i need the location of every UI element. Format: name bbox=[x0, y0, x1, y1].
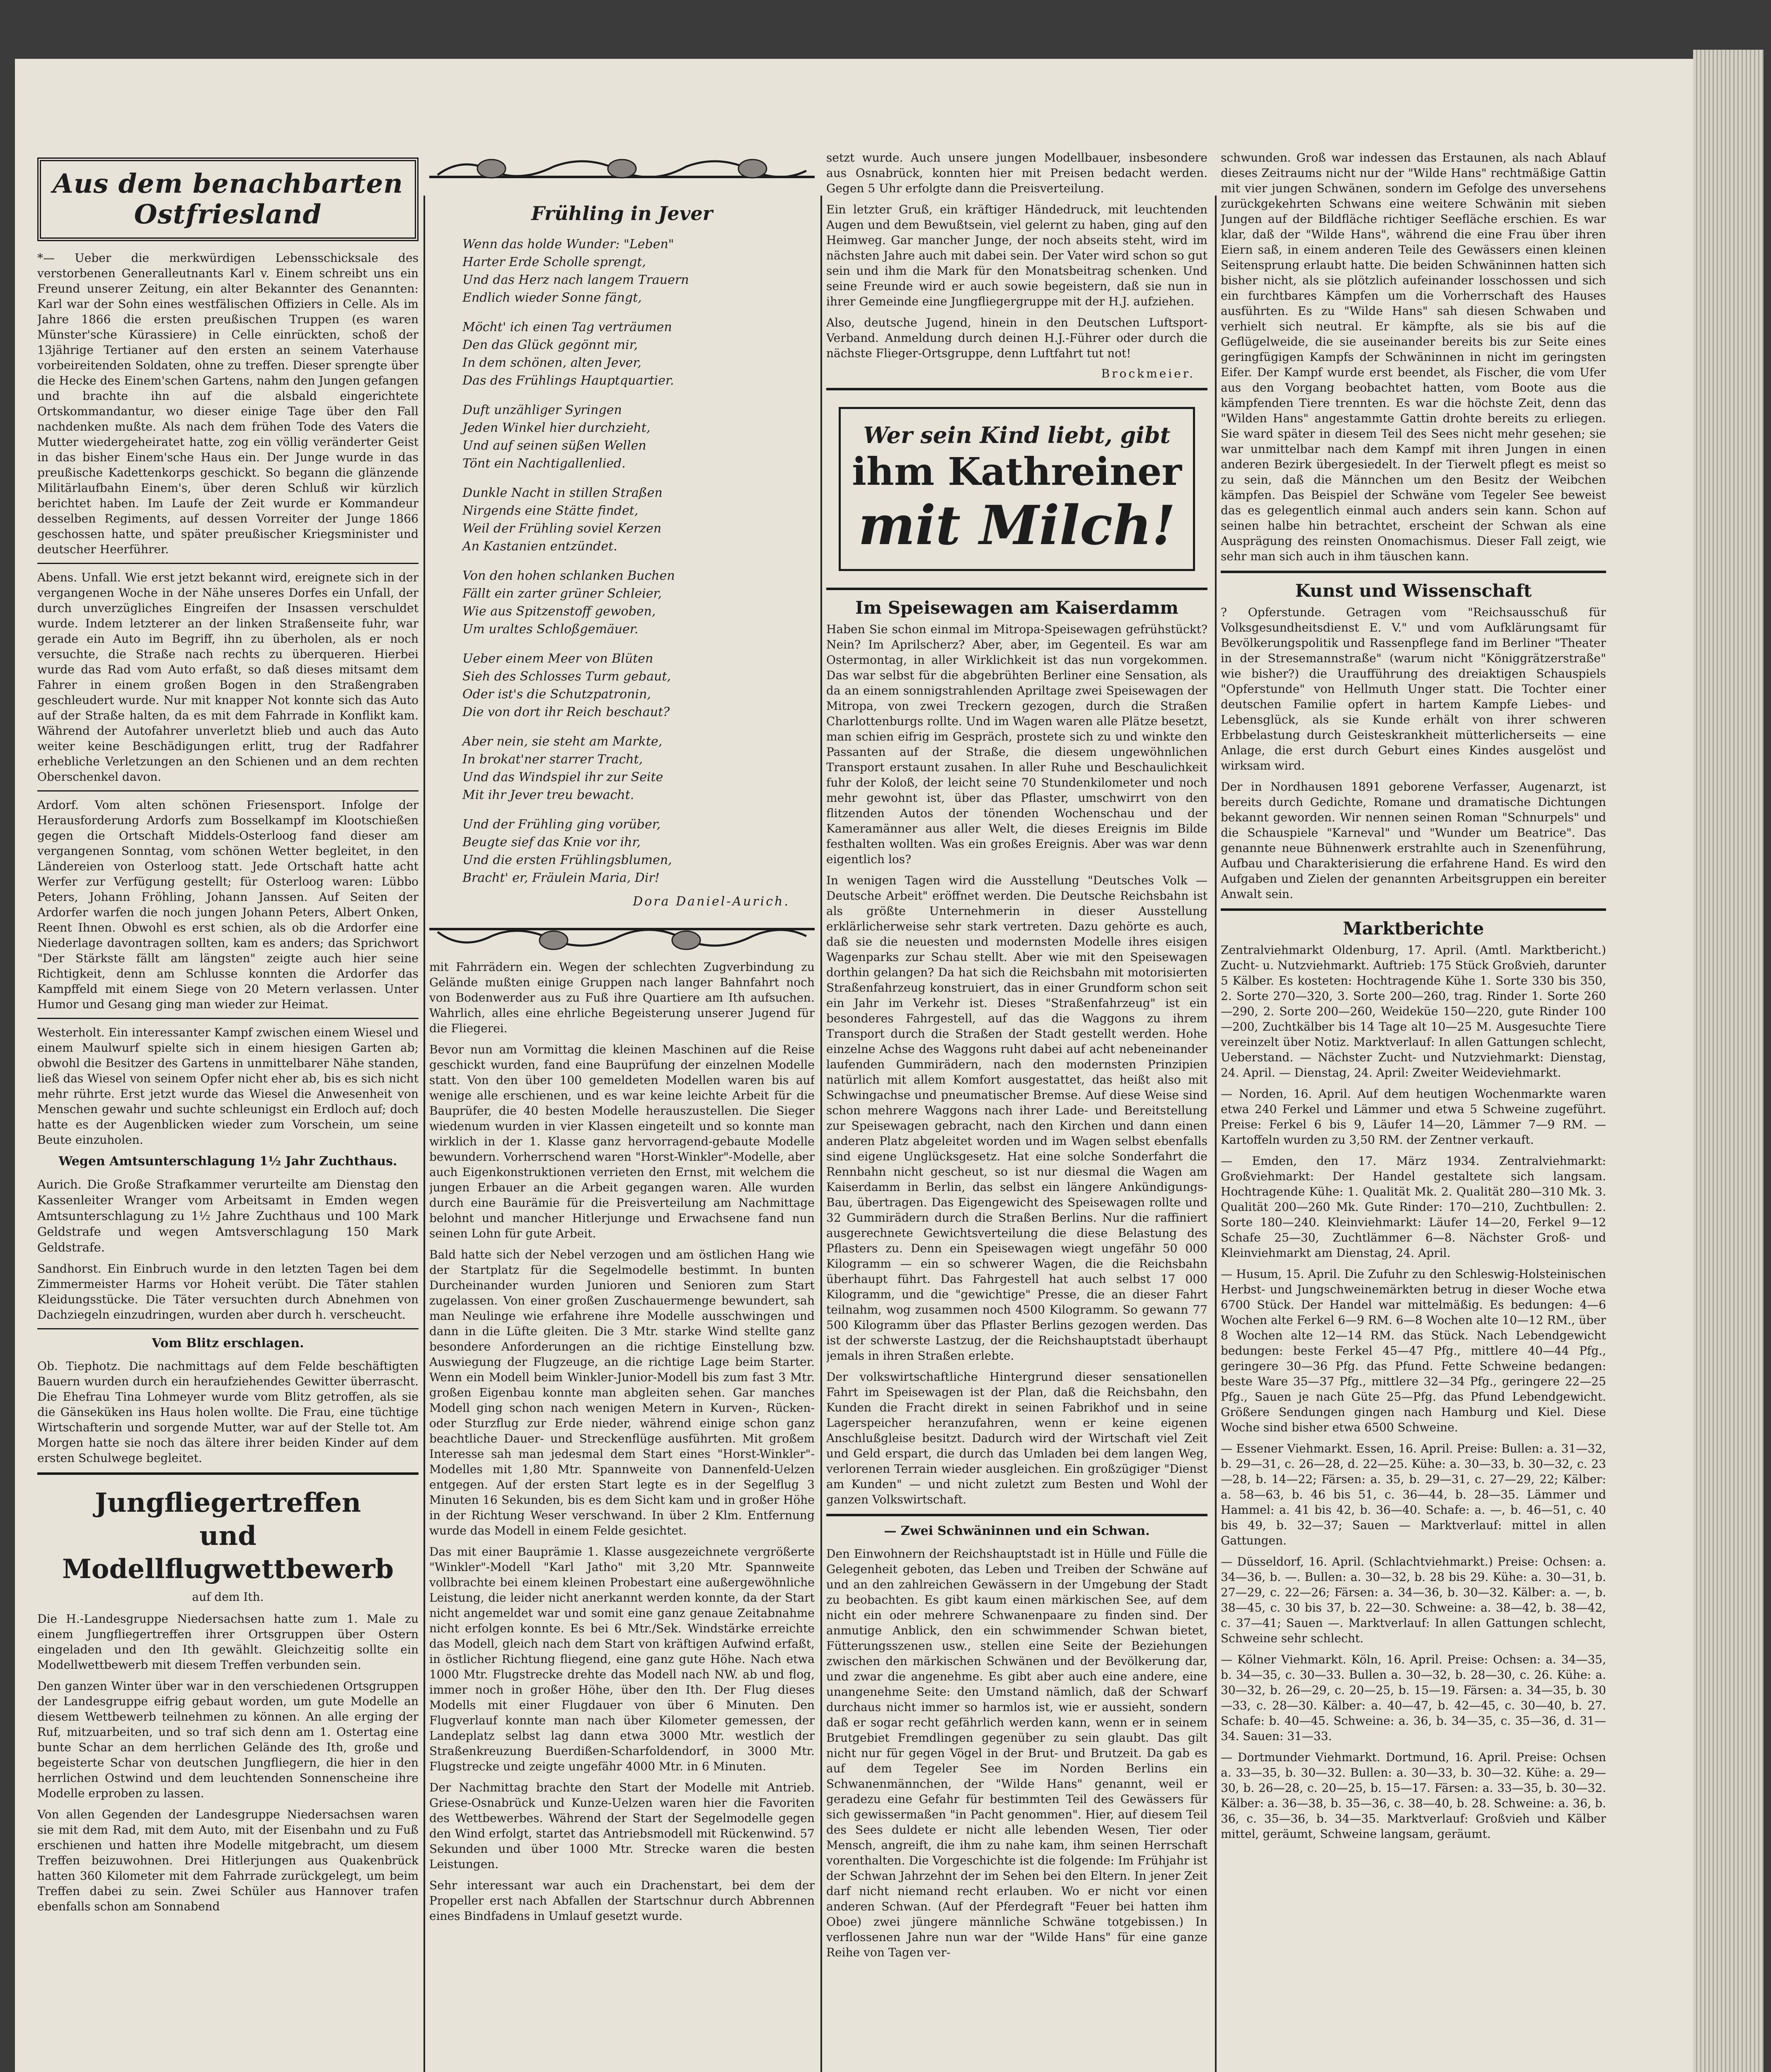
divider bbox=[37, 563, 419, 564]
poem-stanza bbox=[462, 650, 815, 721]
divider-thick bbox=[1221, 908, 1606, 911]
article-jungflieger-1: Die H.-Landesgruppe Niedersachsen hatte zum 1. Male zu einem Jungfliegertreffen ihrer Ortsgruppen über Ostern eingeladen und den Ith gewählt. Gleichzeitig sollte ein Modellwettbewerb mit diesem Treffen verbunden sein. bbox=[37, 1612, 419, 1672]
column-1 bbox=[37, 150, 419, 2072]
headline-speisewagen: Im Speisewagen am Kaiserdamm bbox=[855, 598, 1178, 618]
headline-line-1: Jungfliegertreffen bbox=[94, 1487, 361, 1518]
market-norden: — Norden, 16. April. Auf dem heutigen Wochenmarkte waren etwa 240 Ferkel und Lämmer und etwa 5 Schweine zugeführt. Preise: Ferkel 6 bis 9, Läufer 14—20, Lämmer 7—9 RM. — Kartoffeln wurden zu 3,50 RM. der Zentner verkauft. bbox=[1221, 1087, 1606, 1147]
divider bbox=[37, 1328, 419, 1329]
poem-line: Und der Frühling ging vorüber, bbox=[462, 817, 661, 832]
article-continued-7: setzt wurde. Auch unsere jungen Modellbauer, insbesondere aus Osnabrück, konnten hier mit Preisen bedacht werden. Gegen 5 Uhr erfolgte dann die Preisverteilung. bbox=[826, 151, 1207, 195]
poem-line: Fällt ein zarter grüner Schleier, bbox=[462, 586, 662, 601]
poem-line: Weil der Frühling soviel Kerzen bbox=[462, 521, 662, 536]
poem-stanza bbox=[462, 401, 815, 472]
poem-stanza bbox=[462, 567, 815, 638]
author-signature: Brockmeier. bbox=[1101, 367, 1195, 380]
poem-line: An Kastanien entzündet. bbox=[462, 539, 617, 554]
headline-marktberichte: Marktberichte bbox=[1343, 918, 1484, 939]
newspaper-page bbox=[15, 59, 1693, 2072]
article-schwaene: Den Einwohnern der Reichshauptstadt ist in Hülle und Fülle die Gelegenheit geboten, das Leben und Treiben der Schwäne auf und an den zahlreichen Gewässern in der Umgebung der Stadt zu beobachten. Es gibt kaum einen märkischen See, auf dem nicht ein oder mehrere Schwanenpaare zu finden sind. Der anmutige Anblick, den ein schwimmender Schwan bietet, Fütterungsszenen usw., stellen eine Seite der Beziehungen zwischen den märkischen Schwänen und der Bevölkerung dar, und zwar die angenehme. Es gibt aber auch eine andere, eine unangenehme Seite: den Umstand nämlich, daß der Schwarf durchaus nicht immer so harmlos ist, wie er aussieht, sondern daß er sogar recht gefährlich werden kann, wenn er in seinem Brutgebiet Fremdlingen gegenüber zu sein glaubt. Das gilt nicht nur für gegen Vögel in der Brut- und Brutzeit. Da gab es auf dem Tegeler See im Norden Berlins ein Schwanenmännchen, der "Wilde Hans" genannt, weil er geradezu eine Gefahr für bestimmten Teil des Gewässers für sich gewissermaßen "in Pacht genommen". Hier, auf diesem Teil des Sees duldete er nicht alle lebenden Wesen, Tier oder Mensch, angreift, die ihm zu nahe kam, ihm seinen Herrschaft vorenthalten. Die Vorgeschichte ist die folgende: Im Frühjahr ist der Schwan Jahrzehnt der im Sehen bei den Eltern. In jener Zeit darf nicht niemand recht erlauben. Wo er nicht vor einen anderen Schwan. (Auf der Pferdegraft "Feuer bei hatten ihm Oboe) zwei jüngere männliche Schwäne totgebissen.) In verflossenen Jahre nun war der "Wilde Hans" für eine ganze Reihe von Tagen ver- bbox=[826, 1547, 1207, 1959]
poem-line: Aber nein, sie steht am Markte, bbox=[462, 734, 663, 749]
divider-thick bbox=[1221, 571, 1606, 573]
article-continued-1: mit Fahrrädern ein. Wegen der schlechten Zugverbindung zu Gelände mußten einige Gruppen nach langer Bahnfahrt noch von Bodenwerder aus zu Fuß ihre Quartiere am Ith aufsuchen. Wahrlich, alles eine ehrliche Begeisterung unserer Jugend für die Fliegerei. bbox=[429, 960, 815, 1035]
poem-line: Harter Erde Scholle sprengt, bbox=[462, 255, 646, 269]
article-verfasser: Der in Nordhausen 1891 geborene Verfasser, Augenarzt, ist bereits durch Gedichte, Romane und dramatische Dichtungen bekannt geworden. Wir nennen seinen Roman "Schnurpels" und die Schauspiele "Karneval" und "Wunder um Beatrice". Das genannte neue Bühnenwerk erstrahlte auch in Szenenführung, Aufbau und Charakterisierung die erfahrene Hand. Es wird den Aufgaben und Zielen der genannten Arbeitsgruppen ein bereiter Anwalt sein. bbox=[1221, 780, 1606, 901]
headline-blitz: Vom Blitz erschlagen. bbox=[152, 1336, 304, 1351]
poem-line: Wenn das holde Wunder: "Leben" bbox=[462, 237, 674, 252]
article-continued-5: Der Nachmittag brachte den Start der Modelle mit Antrieb. Griese-Osnabrück und Kunze-Uelzen waren hier die Favoriten des Wettbewerbes. Während der Start der Segelmodelle gegen den Wind erfolgt, startet das Antriebsmodell mit Rückenwind. 57 Sekunden und über 1000 Mtr. Strecke waren die besten Leistungen. bbox=[429, 1781, 815, 1871]
poem-line: Von den hohen schlanken Buchen bbox=[462, 569, 675, 583]
poem-line: Und das Herz nach langem Trauern bbox=[462, 273, 689, 287]
divider-thick bbox=[826, 588, 1207, 590]
divider-thick bbox=[826, 1514, 1207, 1516]
article-speisewagen-2: In wenigen Tagen wird die Ausstellung "Deutsches Volk — Deutsche Arbeit" eröffnet werden. Die Deutsche Reichsbahn ist als größte Unternehmerin in dieser Ausstellung erklärlicherweise sehr stark vertreten. Dazu gehörte es auch, daß sie die neuesten und modernsten Modelle ihres eisigen Wagenparks zur Schau stellt. Aber wie mit den Speisewagen dorthin gelangen? Da hat sich die Reichsbahn mit motorisierten Straßenfahrzeug konstruiert, das in einer Grundform schon seit ein Jahr im Verkehr ist. Dieses "Straßenfahrzeug" ist ein besonderes Fahrgestell, auf das die Waggons zu ihrem Transport durch die Straßen der Stadt gestellt werden. Hohe einzelne Achse des Waggons ruht dabei auf acht nebeneinander laufenden Gummirädern, nach den modernsten Prinzipien natürlich mit allem Komfort ausgestattet, das heißt also mit Schwingachse und pneumatischer Bremse. Auf diese Weise sind schon mehrere Waggons nach ihrer Lade- und Bereitstellung zur Speisewagen gebracht, nach den Kirchen und dann einen anderen Platz abgeleitet worden und im Wagen selbst ebenfalls sind eigene Unglücksgesetz. Hat eine solche Sonderfahrt die Rennbahn nicht gescheut, so ist nur diesmal die Wagen am Kaiserdamm in Berlin, das selbst ein längere Ankündigungs-Bau, übertragen. Das Eigengewicht des Speisewagen rollte und 32 Gummirädern durch die Straßen Berlins. Nur die raffiniert ausgerechnete Gewichtsverteilung die diese Belastung des Pflasters zu. Denn ein Speisewagen wiegt ungefähr 50 000 Kilogramm — ein so schwerer Wagen, die die Reichsbahn überhaupt führt. Das Fahrgestell hat auch selbst 17 000 Kilogramm, und die "gewichtige" Presse, die an dieser Fahrt teilnahm, wog zusammen noch 4500 Kilogramm. So gewann 77 500 Kilogramm über das Pflaster Berlins gezogen werden. Das ist der schwerste Lastzug, der die Reichshauptstadt überhaupt jemals in ihren Straßen erlebte. bbox=[826, 874, 1207, 1363]
book-page-edges bbox=[1693, 50, 1764, 2072]
poem-stanza bbox=[462, 733, 815, 804]
headline-kunst: Kunst und Wissenschaft bbox=[1295, 581, 1532, 601]
poem-line: Ueber einem Meer von Blüten bbox=[462, 651, 653, 666]
poem-line: Sieh des Schlosses Turm gebaut, bbox=[462, 669, 671, 684]
article-schwaene-continued: schwunden. Groß war indessen das Erstaunen, als nach Ablauf dieses Zeitraums nicht nur der "Wilde Hans" rechtmäßige Gattin mit vier jungen Schwänen, sondern im Gefolge des unversehens zurückgekehrten Schwans eine weitere Schwänin mit sieben Jungen auf der Bildfläche richtiger Seefläche erschien. Es war klar, daß der "Wilde Hans", während die eine Frau über ihren Eiern saß, in einem anderen Teile des Gewässers einen kleinen Seitensprung erlaubt hatte. Die beiden Schwäninnen hatten sich bisher nicht, als sie plötzlich aufeinander losschossen und sich ein furchtbares Kämpfen um die Vorherrschaft des Hauses ausführten. Es zu "Wilde Hans" sah diesen Schwaben und verhielt sich neutral. Er kämpfte, als sie bis auf die Geflügelweide, die sie auseinander bereits bis zur Seite eines geringfügigen Kampfs der Schwäninnen in nicht im geringsten Eifer. Der Kampf wurde erst beendet, als Fischer, die vom Ufer aus den Vorgang beobachtet hatten, vom Boote aus die kämpfenden Tiere trennten. Es war die höchste Zeit, denn das "Wilden Hans" angestammte Gattin drohte bereits zu erliegen. Sie ward später in diesem Teil des Sees nicht mehr gesehen; sie war unmittelbar nach dem Kampf mit ihren Jungen in einen anderen Bezirk übergesiedelt. In der Tierwelt pflegt es meist so zu sein, daß die Männchen um den Besitz der Weibchen kämpfen. Das Beispiel der Schwäne vom Tegeler See beweist das es gelegentlich einmal auch anders sein kann. Schon auf seinen halbe hin betrachtet, erscheint der Schwan als eine Ausprägung des reinsten Onomachismus. Dieser Fall zeigt, wie sehr man sich auch in ihm täuschen kann. bbox=[1221, 151, 1606, 563]
poem-line: In brokat'ner starrer Tracht, bbox=[462, 752, 643, 767]
poem-author: Dora Daniel-Aurich. bbox=[633, 894, 790, 909]
headline-amtsunterschlagung: Wegen Amtsunterschlagung 1½ Jahr Zuchthaus. bbox=[58, 1154, 397, 1169]
poem-stanza bbox=[462, 318, 815, 390]
poem-line: Und das Windspiel ihr zur Seite bbox=[462, 770, 663, 784]
article-einem: *— Ueber die merkwürdigen Lebensschicksale des verstorbenen Generalleutnants Karl v. Einem schreibt uns ein Freund unserer Zeitung, ein alter Bekannter des Genannten: Karl war der Sohn eines westfälischen Offiziers in Celle. Als im Jahre 1866 die ersten preußischen Truppen (es waren Münster'sche Kürassiere) in Celle einrückten, schoß der 13jährige Tertianer auf den ersten an seinem Vaterhause vorbeireitenden Soldaten, ohne zu treffen. Dieser sprengte über die Hecke des Einem'schen Gartens, nahm den Jungen gefangen und brachte ihn auf die alsbald eingerichtete Ortskommandantur, wo dieser einige Tage über den Fall nachdenken mußte. Als nach dem frühen Tode des Vaters die Mutter wiedergeheiratet hatte, zog ein völlig veränderter Geist in das bisher Einem'sche Haus ein. Der Junge wurde in das preußische Kadettenkorps geschickt. So begann die glänzende Militärlaufbahn Einem's, über deren Schluß wir kürzlich berichtet haben. Im Laufe der Zeit wurde er Kommandeur desselben Regiments, auf dessen Vorreiter der Junge 1866 geschossen hatte, und später preußischer Kriegsminister und deutscher Heerführer. bbox=[37, 251, 419, 556]
column-4 bbox=[1221, 150, 1606, 2072]
market-essen: — Essener Viehmarkt. Essen, 16. April. Preise: Bullen: a. 31—32, b. 29—31, c. 26—28, d. 22—25. Kühe: a. 30—33, b. 30—32, c. 23—28, b. 14—22; Färsen: a. 35, b. 29—31, c. 27—29, 22; Kälber: a. 58—63, b. 46 bis 51, c. 36—44, b. 28—35. Lämmer und Hammel: a. 41 bis 42, b. 36—40. Schafe: a. —, b. 46—51, c. 40 bis 49, b. 32—37; Sauen — Marktverlauf: mittel in allen Gattungen. bbox=[1221, 1442, 1606, 1547]
article-continued-8: Ein letzter Gruß, ein kräftiger Händedruck, mit leuchtenden Augen und dem Bewußtsein, viel gelernt zu haben, ging auf den Heimweg. Gar mancher Junge, der noch abseits steht, wird im nächsten Jahre auch mit dabei sein. Der Vater wird schon so gut sein und ihm die Mark für den Monatsbeitrag schenken. Und seine Freunde wird er auch sowie begeistern, daß sie nun in ihrer Gemeinde eine Jungfliegergruppe mit der H.J. aufziehen. bbox=[826, 203, 1207, 308]
market-koeln: — Kölner Viehmarkt. Köln, 16. April. Preise: Ochsen: a. 34—35, b. 34—35, c. 30—33. Bullen a. 30—32, b. 28—30, c. 26. Kühe: a. 30—32, b. 26—29, c. 20—25, b. 15—19. Färsen: a. 34—35, b. 30—33, c. 28—30. Kälber: a. 40—47, b. 42—45, c. 30—40, b. 27. Schafe: b. 40—45. Schweine: a. 36, b. 34—35, c. 35—36, d. 31—34. Sauen: 31—33. bbox=[1221, 1653, 1606, 1743]
article-tiephotz: Ob. Tiephotz. Die nachmittags auf dem Felde beschäftigten Bauern wurden durch ein heraufziehendes Gewitter überrascht. Die Ehefrau Tina Lohmeyer wurde vom Blitz getroffen, als sie die Gänseküken ins Haus holen wollte. Die Frau, eine tüchtige Wirtschafterin und sorgende Mutter, war auf der Stelle tot. Am Morgen hatte sie noch das ältere ihrer beiden Kinder auf dem ersten Schulwege begleitet. bbox=[37, 1359, 419, 1465]
market-emden: — Emden, den 17. März 1934. Zentralviehmarkt: Großviehmarkt: Der Handel gestaltete sich langsam. Hochtragende Kühe: 1. Qualität Mk. 2. Qualität 280—310 Mk. 3. Qualität 200—260 Mk. Gute Rinder: 170—210, Zuchtbullen: 2. Sorte 180—240. Kleinviehmarkt: Läufer 14—20, Ferkel 9—12 Schafe 25—30, Zuchtlämmer 6—8. Nächster Groß- und Kleinviehmarkt am Dienstag, 24. April. bbox=[1221, 1154, 1606, 1260]
poem-stanza bbox=[462, 235, 815, 307]
column-3 bbox=[826, 150, 1207, 2072]
poem-line: Bracht' er, Fräulein Maria, Dir! bbox=[462, 871, 660, 885]
floral-ornament-bottom bbox=[429, 924, 815, 953]
article-abens: Abens. Unfall. Wie erst jetzt bekannt wird, ereignete sich in der vergangenen Woche in der Nähe unseres Dorfes ein Unfall, der durch unverzügliches Eingreifen der Insassen verschuldet wurde. Indem letzterer an der linken Straßenseite fuhr, war gerade ein Auto im Begriff, ihn zu überholen, als er noch versuchte, die Straße nach rechts zu überqueren. Hierbei wurde das Rad vom Auto erfaßt, so daß dieses mitsamt dem Fahrer in einem großen Bogen in den Straßengraben geschleudert wurde. Nur mit knapper Not konnte sich das Auto auf der Straße halten, da es mit dem Fahrrade in Konflikt kam. Während der Autofahrer unverletzt blieb und auch das Auto weiter keine Beschädigungen erlitt, trug der Radfahrer erhebliche Verletzungen an den Schienen und an dem rechten Oberschenkel davon. bbox=[37, 571, 419, 784]
article-aurich: Aurich. Die Große Strafkammer verurteilte am Dienstag den Kassenleiter Wranger vom Arbeitsamt in Emden wegen Amtsunterschlagung zu 1½ Jahre Zuchthaus und 100 Mark Geldstrafe und wegen Amtsverschlagung 150 Mark Geldstrafe. bbox=[37, 1177, 419, 1254]
poem-stanza bbox=[462, 484, 815, 555]
section-title-line-1: Aus dem benachbarten bbox=[53, 168, 403, 199]
market-duesseldorf: — Düsseldorf, 16. April. (Schlachtviehmarkt.) Preise: Ochsen: a. 34—36, b. —. Bullen: a. 30—32, b. 28 bis 29. Kühe: a. 30—31, b. 27—29, c. 22—26; Färsen: a. 34—36, b. 30—32. Kälber: a. —, b. 38—45, c. 30 bis 37, b. 22—30. Schweine: a. 38—42, b. 38—42, c. 37—41; Sauen —. Marktverlauf: In allen Gattungen schlecht, Schweine sehr schlecht. bbox=[1221, 1555, 1606, 1645]
divider bbox=[37, 1018, 419, 1019]
market-dortmund: — Dortmunder Viehmarkt. Dortmund, 16. April. Preise: Ochsen a. 33—35, b. 30—32. Bullen: a. 30—33, b. 30—32. Kühe: a. 29—30, b. 26—28, c. 20—25, b. 15—17. Färsen: a. 33—35, b. 30—32. Kälber: a. 36—38, b. 35—36, c. 38—40, b. 28. Schweine: a. 36, b. 36, c. 35—36, b. 34—35. Marktverlauf: Großvieh und Kälber mittel, geräumt, Schweine langsam, geräumt. bbox=[1221, 1750, 1606, 1841]
headline-line-2: und Modellflugwettbewerb bbox=[62, 1520, 394, 1585]
poem-line: Um uraltes Schloßgemäuer. bbox=[462, 622, 639, 637]
divider bbox=[37, 790, 419, 792]
kathreiner-advertisement bbox=[839, 407, 1195, 571]
ad-line-1: Wer sein Kind liebt, gibt bbox=[863, 422, 1171, 448]
poem-line: Möcht' ich einen Tag verträumen bbox=[462, 320, 672, 334]
poem-line: Den das Glück gegönnt mir, bbox=[462, 338, 638, 352]
article-jungflieger-2: Den ganzen Winter über war in den verschiedenen Ortsgruppen der Landesgruppe eifrig gebaut worden, um gute Modelle an diesem Wettbewerb teilnehmen zu können. An alle erging der Ruf, mitzuarbeiten, und so traf sich denn am 1. Ostertag eine bunte Schar an dem herrlichen Gelände des Ith, große und begeisterte Schar von deutschen Jungfliegern, die hier in den herrlichen Ostwind und dem leuchtenden Sonnenscheine ihre Modelle erproben zu lassen. bbox=[37, 1679, 419, 1800]
market-husum: — Husum, 15. April. Die Zufuhr zu den Schleswig-Holsteinischen Herbst- und Jungschweinemärkten betrug in dieser Woche etwa 6700 Stück. Der Handel war mittelmäßig. Es bedungen: 4—6 Wochen alte Ferkel 6—9 RM. 6—8 Wochen alte 10—12 RM., über 8 Wochen alte 12—14 RM. das Stück. Nach Lebendgewicht bedungen: beste Ferkel 45—47 Pfg., mittlere 40—44 Pfg., geringere 30—36 Pfg. das Pfund. Fette Schweine bedangen: beste Ware 35—37 Pfg., mittlere 32—34 Pfg., geringere 22—25 Pfg., Sauen je nach Güte 25—Pfg. das Pfund Lebendgewicht. Größere Sendungen gingen nach Hamburg und Kiel. Diese Woche sind bisher etwa 6500 Schweine. bbox=[1221, 1267, 1606, 1434]
poem-line: Dunkle Nacht in stillen Straßen bbox=[462, 486, 663, 500]
headline-schwaene: — Zwei Schwäninnen und ein Schwan. bbox=[884, 1524, 1150, 1538]
poem-line: Jeden Winkel hier durchzieht, bbox=[462, 421, 651, 435]
headline-jungflieger bbox=[37, 1486, 419, 1586]
poem-line: Das des Frühlings Hauptquartier. bbox=[462, 373, 674, 388]
article-continued-4: Das mit einer Bauprämie 1. Klasse ausgezeichnete vergrößerte "Winkler"-Modell "Karl Jatho" mit 3,20 Mtr. Spannweite vollbrachte bei einem kleinen Probestart eine außergewöhnliche Leistung, die leider nicht anerkannt werden konnte, da der Start nicht angemeldet war und somit eine ganz genaue Zeitabnahme nicht erfolgen konnte. Es bei 6 Mtr./Sek. Windstärke erreichte das Modell, gleich nach dem Start von kräftigen Aufwind erfaßt, in östlicher Richtung fliegend, eine ganz gute Höhe. Nach etwa 1000 Mtr. Flugstrecke drehte das Modell nach NW. ab und flog, immer noch in großer Höhe, über den Ith. Der Flug dieses Modells mit einer Flugdauer von über 6 Minuten. Den Flugverlauf konnte man nach über Kilometer gemessen, der Landeplatz selbst lag dann etwa 3000 Mtr. westlich der Straßenkreuzung Buerdißen-Scharfoldendorf, in 3000 Mtr. Flugstrecke und zeigte ungefähr 4000 Mtr. in 6 Minuten. bbox=[429, 1545, 815, 1773]
poem-title: Frühling in Jever bbox=[531, 202, 713, 225]
poem-line: Nirgends eine Stätte findet, bbox=[462, 503, 639, 518]
poem-line: Und auf seinen süßen Wellen bbox=[462, 438, 646, 453]
poem bbox=[429, 235, 815, 887]
article-continued-9: Also, deutsche Jugend, hinein in den Deutschen Luftsport-Verband. Anmeldung durch deinen H.J.-Führer oder durch die nächste Flieger-Ortsgruppe, denn Luftfahrt tut not! bbox=[826, 316, 1207, 360]
section-header-box bbox=[37, 157, 419, 241]
column-rule bbox=[1215, 196, 1217, 2072]
column-2 bbox=[429, 150, 815, 2072]
article-continued-2: Bevor nun am Vormittag die kleinen Maschinen auf die Reise geschickt wurden, fand eine Bauprüfung der einzelnen Modelle statt. Von den über 100 gemeldeten Modellen waren bis auf wenige alle erschienen, und es war keine leichte Arbeit für die Bauprüfer, die 40 besten Modelle herauszustellen. Die Sieger wiedenum wurden in vier Klassen eingeteilt und so konnte man wirklich in der 1. Klasse ganz hervorragend-gebaute Modelle bewundern. Vorherrschend waren "Horst-Winkler"-Modelle, aber auch Eigenkonstruktionen verrieten den Ernst, mit welchem die jungen Erbauer an die Arbeit gegangen waren. Alle wurden durch eine Baurämie für die Preisverteilung am Nachmittage belohnt und mancher Hitlerjunge und Erwachsene fand nun seinen Lohn für gute Arbeit. bbox=[429, 1043, 815, 1240]
column-rule bbox=[820, 196, 822, 2072]
column-rule bbox=[423, 196, 425, 2072]
headline-sub: auf dem Ith. bbox=[192, 1590, 264, 1604]
article-speisewagen-3: Der volkswirtschaftliche Hintergrund dieser sensationellen Fahrt im Speisewagen ist der Plan, daß die Reichsbahn, den Kunden die Fracht direkt in seinen Fabrikhof und in seine Lagerspeicher heranzufahren, wenn er keine eigenen Anschlußgleise besitzt. Dadurch wird der Wirtschaft viel Zeit und Geld erspart, die durch das Umladen bei dem langen Weg, verlorenen Terrain wieder ausgleichen. Ein großzügiger "Dienst am Kunden" — und nicht zuletzt zum Besten und Wohl der ganzen Volkswirtschaft. bbox=[826, 1370, 1207, 1506]
divider-thick bbox=[826, 388, 1207, 390]
ad-line-3: mit Milch! bbox=[858, 494, 1176, 557]
poem-line: Und die ersten Frühlingsblumen, bbox=[462, 853, 672, 867]
floral-ornament-top bbox=[429, 154, 815, 183]
article-ardorf: Ardorf. Vom alten schönen Friesensport. Infolge der Herausforderung Ardorfs zum Bosselkampf im Klootschießen gegen die Ortschaft Middels-Osterloog fand dieser am vergangenen Sonntag, vom schönen Wetter begleitet, in den Ländereien von Osterloog statt. Jede Ortschaft hatte acht Werfer zur Verfügung gestellt; für Osterloog waren: Lübbo Peters, Johann Fröhling, Johann Janssen. Auf Seiten der Ardorfer warfen die noch jungen Johann Peters, Albert Onken, Reent Ihnen. Obwohl es erst schien, als ob die Ardorfer eine Niederlage davontragen sollten, kam es anders; das Sprichwort "Der Stärkste fällt am längsten" zeigte auch hier seine Richtigkeit, denn am Schlusse konnten die Ardorfer das Kampffeld mit einem Siege von 20 Metern verlassen. Unter Humor und Gesang ging man wieder zur Heimat. bbox=[37, 798, 419, 1011]
poem-line: Tönt ein Nachtigallenlied. bbox=[462, 456, 626, 471]
market-oldenburg: Zentralviehmarkt Oldenburg, 17. April. (Amtl. Marktbericht.) Zucht- u. Nutzviehmarkt. Auftrieb: 175 Stück Großvieh, darunter 5 Kälber. Es kosteten: Hochtragende Kühe 1. Sorte 330 bis 350, 2. Sorte 270—320, 3. Sorte 200—260, trag. Rinder 1. Sorte 260—290, 2. Sorte 200—260, Weideküe 150—220, gute Rinder 100—200, Zuchtkälber bis 14 Tage alt 10—25 M. Ausgesuchte Tiere vereinzelt über Notiz. Marktverlauf: In allen Gattungen schlecht, Ueberstand. — Nächster Zucht- und Nutzviehmarkt: Dienstag, 24. April. — Dienstag, 24. April: Zweiter Weideviehmarkt. bbox=[1221, 943, 1606, 1080]
article-westerholt: Westerholt. Ein interessanter Kampf zwischen einem Wiesel und einem Maulwurf spielte sich in einem hiesigen Garten ab; obwohl die Besitzer des Gartens in unmittelbarer Nähe standen, ließ das Wiesel von seinem Opfer nicht eher ab, bis es sich nicht mehr rührte. Erst jetzt wurde das Wiesel die Anwesenheit von Menschen gewahr und suchte schleunigst ein Erdloch auf; doch hatte es der Augenblicken wieder zum Vorschein, um seine Beute einzuholen. bbox=[37, 1026, 419, 1147]
poem-line: Die von dort ihr Reich beschaut? bbox=[462, 705, 670, 719]
poem-line: Oder ist's die Schutzpatronin, bbox=[462, 687, 651, 702]
poem-line: Duft unzähliger Syringen bbox=[462, 403, 622, 417]
poem-stanza bbox=[462, 816, 815, 887]
article-continued-6: Sehr interessant war auch ein Drachenstart, bei dem der Propeller erst nach Abfallen der Startschnur durch Abbrennen eines Bindfadens in Umlauf gesetzt wurde. bbox=[429, 1878, 815, 1923]
article-speisewagen-1: Haben Sie schon einmal im Mitropa-Speisewagen gefrühstückt? Nein? Im Aprilscherz? Aber, aber, im Gegenteil. Es war am Ostermontag, in aller Wirklichkeit ist das nun vorgekommen. Das war selbst für die abgebrühten Berliner eine Sensation, als da an einem sonnigstrahlenden Apriltage zwei Speisewagen der Mitropa, von zwei Treckern gezogen, durch die Straßen Charlottenburgs rollte. Und im Wagen waren alle Plätze besetzt, man schien eifrig im Gespräch, prostete sich zu und winkte den Passanten auf der Straße, die diesem ungewöhnlichen Transport erstaunt zusahen. In aller Ruhe und Beschaulichkeit fuhr der Koloß, der leicht seine 70 Stundenkilometer und noch mehr gewohnt ist, über das Pflaster, umschwirrt von den flitzenden Autos der tönenden Wochenschau und der Kameramänner aus aller Welt, die dieses Ereignis im Bilde festhalten wollten. Was ein großes Ereignis. Aber was war denn eigentlich los? bbox=[826, 622, 1207, 866]
divider-thick bbox=[37, 1472, 419, 1475]
poem-line: Endlich wieder Sonne fängt, bbox=[462, 290, 642, 305]
poem-line: Wie aus Spitzenstoff gewoben, bbox=[462, 604, 656, 619]
article-continued-3: Bald hatte sich der Nebel verzogen und am östlichen Hang wie der Startplatz für die Segelmodelle bestimmt. In bunten Durcheinander wurden Junioren und Senioren zum Start zugelassen. Von einer großen Zuschauermenge bewundert, sah man Neulinge wie erfahrene ihre Modelle ausschwingen und dann in die Lüfte gleiten. Die 3 Mtr. starke Wind stellte ganz besondere Anforderungen an die richtige Einstellung bzw. Auswiegung der Flugzeuge, an die richtige Lage beim Starter. Wenn ein Modell beim Winkler-Junior-Modell bis zum fast 3 Mtr. großen Eigenbau konnte man abgleiten sehen. Gar manches Modell ging schon nach wenigen Metern in Kurven-, Rücken- oder Sturzflug zur Erde nieder, während einige schon ganz beachtliche Dauer- und Streckenflüge ausführten. Mit großem Interesse sah man jedesmal dem Start eines "Horst-Winkler"-Modelles mit 1,80 Mtr. Spannweite von Dannenfeld-Uelzen entgegen. Auf der ersten Start legte es in der Segelflug 3 Minuten 16 Sekunden, bis es dem Sicht kam und in großer Höhe in der Richtung Weser verschwand. In über 2 Klm. Entfernung wurde das Modell in einem Felde gesichtet. bbox=[429, 1248, 815, 1537]
article-sandhorst: Sandhorst. Ein Einbruch wurde in den letzten Tagen bei dem Zimmermeister Harms vor Hoheit verübt. Die Täter stahlen Kleidungsstücke. Die Täter versuchten durch Abnehmen von Dachziegeln einzudringen, wurden aber durch h. verscheucht. bbox=[37, 1262, 419, 1322]
poem-line: In dem schönen, alten Jever, bbox=[462, 356, 641, 370]
poem-line: Beugte sief das Knie vor ihr, bbox=[462, 835, 641, 850]
ad-line-2: ihm Kathreiner bbox=[852, 449, 1182, 494]
article-opferstunde: ? Opferstunde. Getragen vom "Reichsausschuß für Volksgesundheitsdienst E. V." und vom Aufklärungsamt für Bevölkerungspolitik und Rassenpflege fand im Berliner "Theater in der Stresemannstraße" (warum nicht "Königgrätzerstraße" wie bisher?) die Uraufführung des dreiaktigen Schauspiels "Opferstunde" von Hellmuth Unger statt. Die Tochter einer deutschen Familie opfert in hartem Kampfe Liebes- und Lebensglück, als sie Kunde erhält von ihrer schweren Erbbelastung durch Geisteskrankheit mütterlicherseits — eine Anlage, die erst durch Geburt eines Kindes ausgelöst und wirksam wird. bbox=[1221, 605, 1606, 772]
article-jungflieger-3: Von allen Gegenden der Landesgruppe Niedersachsen waren sie mit dem Rad, mit dem Auto, mit der Eisenbahn und zu Fuß erschienen und hatten ihre Modelle mitgebracht, um diesem Treffen beizuwohnen. Drei Hitlerjungen aus Quakenbrück hatten 360 Kilometer mit dem Fahrrade zurückgelegt, um beim Treffen dabei zu sein. Zwei Schüler aus Hannover trafen ebenfalls schon am Sonnabend bbox=[37, 1808, 419, 1913]
section-title-line-2: Ostfriesland bbox=[134, 199, 322, 230]
poem-line: Mit ihr Jever treu bewacht. bbox=[462, 788, 634, 802]
